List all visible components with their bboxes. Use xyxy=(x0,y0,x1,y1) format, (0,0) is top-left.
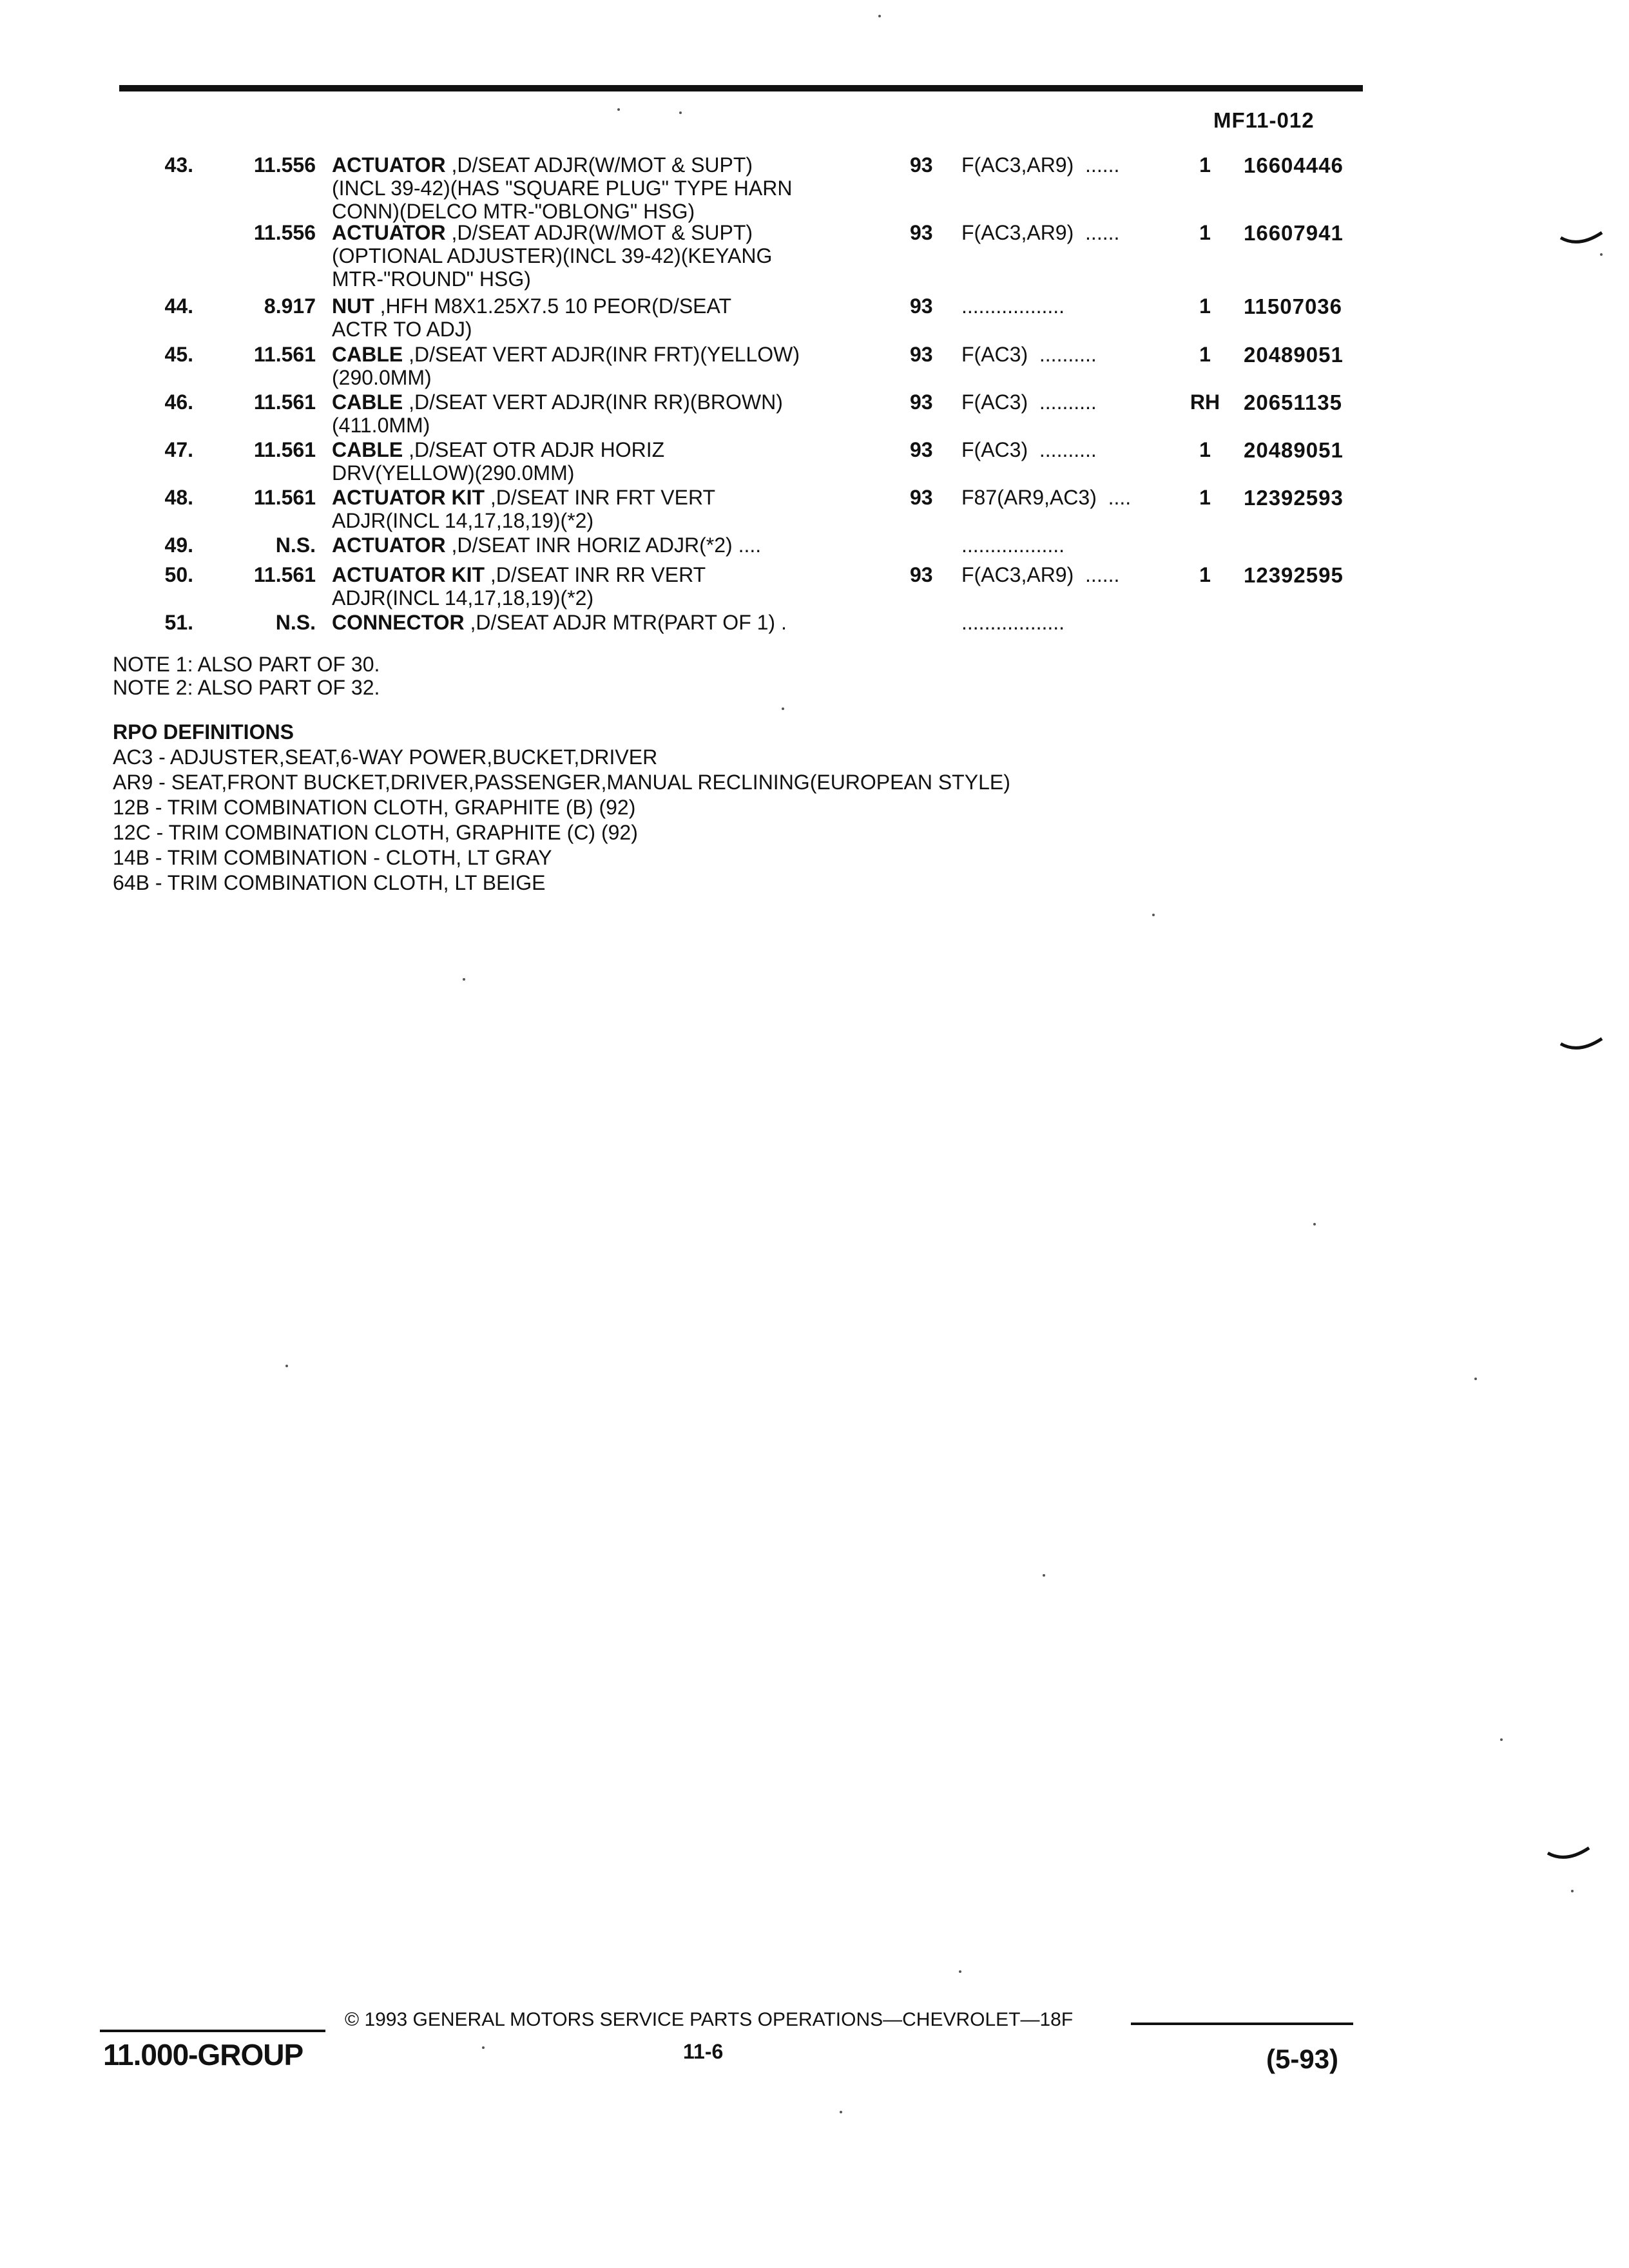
quantity: 1 xyxy=(1199,294,1211,318)
part-description xyxy=(332,438,899,485)
part-number: 16607941 xyxy=(1244,221,1344,245)
usage-code: F(AC3) .......... xyxy=(961,390,1097,414)
model-year: 93 xyxy=(910,294,933,318)
part-detail: ,D/SEAT ADJR MTR(PART OF 1) . xyxy=(464,611,787,634)
part-detail: ,HFH M8X1.25X7.5 10 PEOR(D/SEAT ACTR TO ADJ) xyxy=(332,294,732,341)
note-line: NOTE 2: ALSO PART OF 32. xyxy=(113,676,380,699)
group-number: 11.561 xyxy=(253,486,316,509)
part-number: 12392595 xyxy=(1244,563,1344,587)
notes-section xyxy=(113,653,380,699)
rpo-title: RPO DEFINITIONS xyxy=(113,720,294,744)
part-number: 20651135 xyxy=(1244,390,1343,414)
part-description xyxy=(332,221,899,291)
rpo-line: 12B - TRIM COMBINATION CLOTH, GRAPHITE (B) (92) xyxy=(113,796,636,819)
rpo-line: AR9 - SEAT,FRONT BUCKET,DRIVER,PASSENGER,MANUAL RECLINING(EUROPEAN STYLE) xyxy=(113,771,1010,794)
usage-code: .................. xyxy=(961,533,1065,557)
item-number: 51. xyxy=(164,611,193,634)
part-description xyxy=(332,486,899,532)
model-year: 93 xyxy=(910,486,933,509)
item-number: 44. xyxy=(164,294,193,318)
part-detail: ,D/SEAT INR FRT VERT ADJR(INCL 14,17,18,19)(*2) xyxy=(332,486,716,532)
group-number: 11.561 xyxy=(253,390,316,414)
group-number: 8.917 xyxy=(264,294,316,318)
usage-code: F(AC3) .......... xyxy=(961,343,1097,366)
margin-mark-icon xyxy=(1559,229,1605,249)
usage-code: F87(AR9,AC3) .... xyxy=(961,486,1132,509)
part-detail: ,D/SEAT INR HORIZ ADJR(*2) .... xyxy=(445,533,762,557)
margin-mark-icon xyxy=(1559,1035,1605,1055)
part-keyword: ACTUATOR KIT xyxy=(332,486,485,509)
rpo-definitions xyxy=(113,720,1010,896)
usage-code: F(AC3,AR9) ...... xyxy=(961,563,1120,586)
item-number: 43. xyxy=(164,153,193,177)
model-year: 93 xyxy=(910,343,933,366)
part-keyword: CABLE xyxy=(332,343,403,366)
part-keyword: ACTUATOR xyxy=(332,221,446,244)
part-description xyxy=(332,611,899,634)
group-number: 11.561 xyxy=(253,563,316,586)
footer-page-number: 11-6 xyxy=(683,2040,724,2063)
usage-code: F(AC3) .......... xyxy=(961,438,1097,461)
group-number: N.S. xyxy=(275,533,316,557)
part-description xyxy=(332,533,899,557)
part-detail: ,D/SEAT VERT ADJR(INR RR)(BROWN) (411.0MM) xyxy=(332,390,783,437)
model-year: 93 xyxy=(910,390,933,414)
item-number: 48. xyxy=(164,486,193,509)
part-detail: ,D/SEAT VERT ADJR(INR FRT)(YELLOW) (290.0MM) xyxy=(332,343,800,389)
part-keyword: ACTUATOR xyxy=(332,533,446,557)
part-description xyxy=(332,153,899,223)
quantity: 1 xyxy=(1199,438,1211,461)
quantity: 1 xyxy=(1199,153,1211,177)
item-number: 49. xyxy=(164,533,193,557)
footer-rule-left xyxy=(100,2030,325,2032)
part-description xyxy=(332,343,899,389)
part-number: 11507036 xyxy=(1244,294,1343,318)
group-number: 11.556 xyxy=(253,153,316,177)
part-detail: ,D/SEAT ADJR(W/MOT & SUPT) (OPTIONAL ADJUSTER)(INCL 39-42)(KEYANG MTR-"ROUND" HSG) xyxy=(332,221,773,291)
rpo-line: 12C - TRIM COMBINATION CLOTH, GRAPHITE (C) (92) xyxy=(113,821,638,844)
part-keyword: NUT xyxy=(332,294,374,318)
part-description xyxy=(332,294,899,341)
item-number: 45. xyxy=(164,343,193,366)
note-line: NOTE 1: ALSO PART OF 30. xyxy=(113,653,380,676)
usage-code: F(AC3,AR9) ...... xyxy=(961,221,1120,244)
part-number: 12392593 xyxy=(1244,486,1344,510)
quantity: 1 xyxy=(1199,221,1211,244)
item-number: 50. xyxy=(164,563,193,586)
model-year: 93 xyxy=(910,221,933,244)
part-number: 16604446 xyxy=(1244,153,1344,177)
group-number: 11.561 xyxy=(253,438,316,461)
part-keyword: CABLE xyxy=(332,438,403,461)
rpo-line: 14B - TRIM COMBINATION - CLOTH, LT GRAY xyxy=(113,846,552,869)
part-detail: ,D/SEAT OTR ADJR HORIZ DRV(YELLOW)(290.0MM) xyxy=(332,438,665,485)
quantity: RH xyxy=(1190,390,1220,414)
part-number: 20489051 xyxy=(1244,343,1344,367)
header-rule xyxy=(119,85,1363,91)
item-number: 47. xyxy=(164,438,193,461)
usage-code: .................. xyxy=(961,611,1065,634)
quantity: 1 xyxy=(1199,486,1211,509)
margin-mark-icon xyxy=(1547,1844,1592,1865)
usage-code: F(AC3,AR9) ...... xyxy=(961,153,1120,177)
group-number: N.S. xyxy=(275,611,316,634)
page-code: MF11-012 xyxy=(1213,108,1315,132)
rpo-line: AC3 - ADJUSTER,SEAT,6-WAY POWER,BUCKET,DRIVER xyxy=(113,745,658,769)
group-number: 11.556 xyxy=(253,221,316,244)
part-keyword: CONNECTOR xyxy=(332,611,465,634)
part-detail: ,D/SEAT INR RR VERT ADJR(INCL 14,17,18,19)(*2) xyxy=(332,563,706,610)
footer-rule-right xyxy=(1131,2023,1353,2025)
footer-revision: (5-93) xyxy=(1266,2044,1339,2074)
part-keyword: ACTUATOR KIT xyxy=(332,563,485,586)
rpo-line: 64B - TRIM COMBINATION CLOTH, LT BEIGE xyxy=(113,871,546,894)
part-keyword: CABLE xyxy=(332,390,403,414)
model-year: 93 xyxy=(910,438,933,461)
usage-code: .................. xyxy=(961,294,1065,318)
item-number: 46. xyxy=(164,390,193,414)
group-number: 11.561 xyxy=(253,343,316,366)
quantity: 1 xyxy=(1199,563,1211,586)
part-number: 20489051 xyxy=(1244,438,1344,462)
part-detail: ,D/SEAT ADJR(W/MOT & SUPT) (INCL 39-42)(HAS "SQUARE PLUG" TYPE HARN CONN)(DELCO MTR-"OBLONG" HSG) xyxy=(332,153,793,223)
model-year: 93 xyxy=(910,563,933,586)
part-description xyxy=(332,563,899,610)
footer-group-label: 11.000-GROUP xyxy=(103,2038,304,2071)
quantity: 1 xyxy=(1199,343,1211,366)
part-keyword: ACTUATOR xyxy=(332,153,446,177)
part-description xyxy=(332,390,899,437)
model-year: 93 xyxy=(910,153,933,177)
footer-copyright: © 1993 GENERAL MOTORS SERVICE PARTS OPERATIONS—CHEVROLET—18F xyxy=(345,2009,1074,2030)
